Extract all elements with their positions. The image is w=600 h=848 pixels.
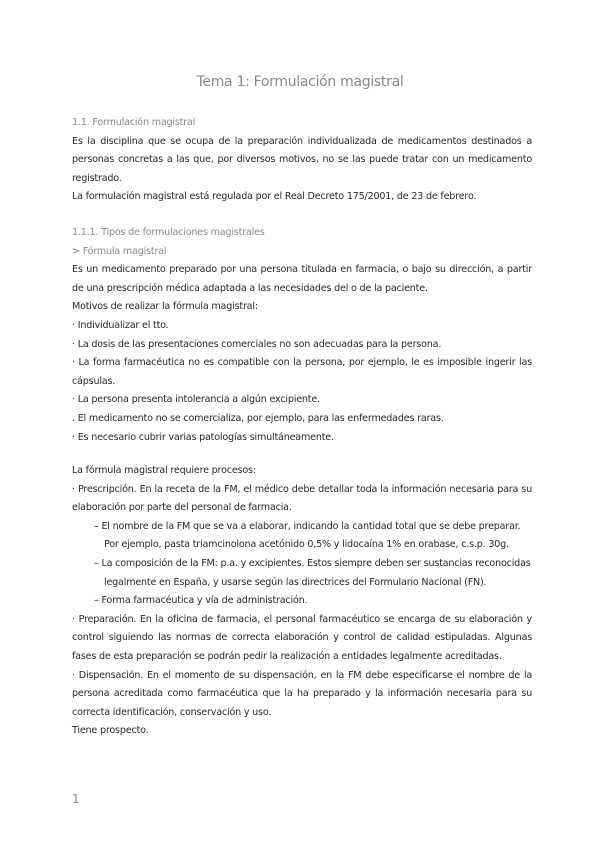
list-item: · Individualizar el tto.	[72, 319, 169, 331]
list-item: · Es necesario cubrir varias patologías simultáneamente.	[72, 431, 334, 443]
list-item: · La dosis de las presentaciones comerciales no son adecuadas para la persona.	[72, 338, 442, 350]
dispensacion-paragraph: · Dispensación. En el momento de su dispensación, en la FM debe especificarse el nombre de la persona acreditada como farmacéutica que la ha preparado y la información necesaria para su correcta identificación, conservación y uso.	[72, 669, 532, 718]
prescripcion-paragraph: · Prescripción. En la receta de la FM, el médico debe detallar toda la información necesaria para su elaboración por parte del personal de farmacia.	[72, 483, 532, 514]
formula-definition-paragraph: Es un medicamento preparado por una persona titulada en farmacia, o bajo su dirección, a partir de una prescripción médica adaptada a las necesidades del o de la paciente.	[72, 264, 532, 294]
list-item: · La forma farmacéutica no es compatible con la persona, por ejemplo, le es imposible ingerir las cápsulas.	[72, 357, 532, 387]
regulation-paragraph: La formulación magistral está regulada por el Real Decreto 175/2001, de 23 de febrero.	[72, 191, 477, 203]
list-item: · La persona presenta intolerancia a algún excipiente.	[72, 394, 320, 406]
page-title: Tema 1: Formulación magistral	[196, 74, 404, 90]
sub-item-continuation: Por ejemplo, pasta triamcinolona acetónido 0,5% y lidocaína 1% en orabase, c.s.p. 30g.	[104, 539, 509, 551]
list-item: . El medicamento no se comercializa, por ejemplo, para las enfermedades raras.	[72, 412, 444, 424]
procesos-label: La fórmula magistral requiere procesos:	[72, 465, 256, 477]
sub-item: – La composición de la FM: p.a. y excipientes. Estos siempre deben ser sustancias reconocidas	[94, 558, 531, 570]
preparacion-paragraph: · Preparación. En la oficina de farmacia, el personal farmacéutico se encarga de su elaboración y control siguiendo las normas de correcta elaboración y control de calidad estipuladas. Algunas fases de esta preparación se podrán pedir la realización a entidades legalmente acreditadas.	[72, 613, 532, 663]
prospecto-line: Tiene prospecto.	[72, 725, 149, 737]
document-body	[72, 114, 532, 741]
sub-item-continuation: legalmente en España, y usarse según las directrices del Formulario Nacional (FN).	[104, 576, 487, 588]
sub-item: – El nombre de la FM que se va a elaborar, indicando la cantidad total que se debe preparar.	[94, 520, 521, 532]
sub-item: – Forma farmacéutica y vía de administración.	[94, 595, 308, 607]
page-number: 1	[72, 792, 80, 806]
section-heading-1: 1.1. Formulación magistral	[72, 117, 196, 128]
definition-paragraph: Es la disciplina que se ocupa de la preparación individualizada de medicamentos destinados a personas concretas a las que, por diversos motivos, no se las puede tratar con un medicamento registrado.	[72, 135, 532, 184]
motivos-label: Motivos de realizar la fórmula magistral:	[72, 301, 258, 313]
subsection-heading: > Fórmula magistral	[72, 245, 167, 257]
section-heading-2: 1.1.1. Tipos de formulaciones magistrales	[72, 226, 265, 238]
